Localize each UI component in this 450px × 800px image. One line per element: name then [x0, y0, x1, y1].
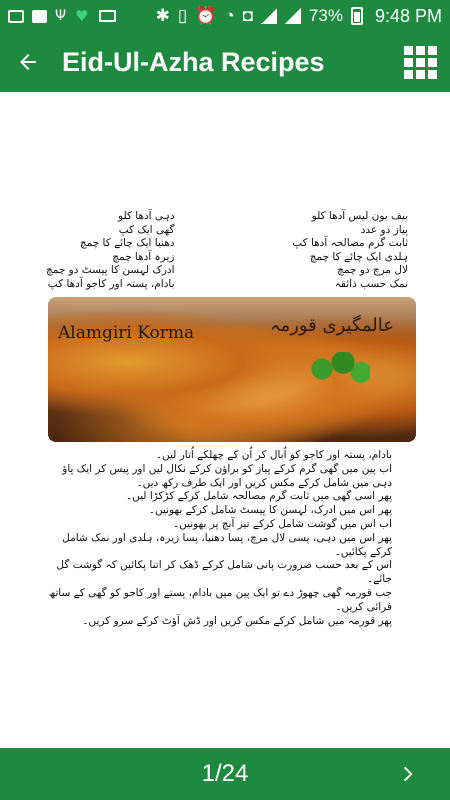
gallery-icon: [32, 10, 47, 23]
method-step: پھر اسی گھی میں ثابت گرم مصالحہ شامل کرکے کڑکڑا لیں۔: [125, 490, 392, 503]
ingredient: بیف بون لیس آدھا کلو: [311, 210, 408, 222]
app-bar: [0, 32, 450, 92]
pager-bar: [0, 748, 450, 800]
ingredient: گھی ایک کپ: [118, 223, 175, 236]
grid-icon: [404, 46, 437, 79]
cooking-method: [34, 449, 418, 628]
ingredient: ادرک لہسن کا پیسٹ دو چمچ: [46, 264, 175, 276]
status-bar: [0, 0, 450, 32]
battery-percent: 73%: [308, 6, 343, 25]
vibrate-icon: ▯: [177, 6, 188, 25]
dish-name-english: Alamgiri Korma: [58, 323, 195, 343]
ingredient: زیرہ آدھا چمچ: [112, 250, 175, 263]
system-icons: [156, 6, 442, 27]
method-step: اب اس میں گوشت شامل کرکے تیز آنچ پر بھونیں۔: [172, 517, 392, 530]
mail-icon: [99, 10, 116, 22]
next-page-button[interactable]: [394, 761, 420, 787]
image-icon: [8, 10, 24, 23]
chevron-right-icon: [396, 763, 418, 785]
alarm-icon: ⏰: [195, 6, 217, 25]
method-step: اب پین میں گھی گرم کرکے پیاز کو براؤن کرکے نکال لیں اور پیس کر ایک پاؤ دہی میں شامل کرکے مکس کریں اور ایک طرف رکھ دیں۔: [62, 462, 392, 489]
method-step: پھر اس میں ادرک، لہسن کا پیسٹ شامل کرکے بھونیں۔: [148, 504, 392, 517]
bluetooth-icon: ✱: [155, 6, 170, 25]
method-step: جب قورمہ گھی چھوڑ دے تو ایک پین میں بادام، پستے اور کاجو کو گھی کے ساتھ فرائی کریں۔: [48, 586, 392, 613]
method-step: پھر اس میں دہی، پسی لال مرچ، پسا دھنیا، پسا زیرہ، ہلدی اور نمک شامل کرکے پکائیں۔: [62, 531, 392, 558]
clock: 9:48 PM: [374, 5, 442, 26]
ingredient: لال مرچ دو چمچ: [337, 264, 408, 276]
usb-icon: Ψ: [55, 8, 67, 24]
coriander-garnish: [310, 352, 370, 386]
battery-icon: [351, 7, 363, 25]
signal-icon: [261, 8, 277, 24]
notification-icons: [8, 9, 116, 23]
ingredients-list: [34, 210, 418, 291]
ingredient: پیاز دو عدد: [360, 223, 408, 236]
dish-photo: [48, 297, 416, 442]
dish-name-urdu: عالمگیری قورمہ: [269, 315, 394, 336]
recipe-page: [34, 210, 418, 628]
wifi-icon: ◔: [224, 6, 235, 25]
back-button[interactable]: [0, 32, 56, 92]
ingredients-column-left: [46, 210, 175, 291]
ingredient: دھنیا ایک چائے کا چمچ: [79, 237, 175, 249]
ingredient: دہی آدھا کلو: [118, 210, 175, 222]
page-counter: 1/24: [201, 760, 249, 787]
data-saver-icon: ◘: [242, 6, 253, 25]
method-step: بادام، پستہ اور کاجو کو اُبال کر اُن کے چھلکے اُتار لیں۔: [155, 449, 392, 461]
ingredients-column-right: [292, 210, 408, 291]
heart-icon: ♥: [75, 7, 89, 25]
method-step: اس کے بعد حسب ضرورت پانی شامل کرکے ڈھک کر اتنا پکائیں کہ گوشت گل جائے۔: [56, 559, 392, 586]
grid-menu-button[interactable]: [390, 32, 450, 92]
ingredient: ثابت گرم مصالحہ آدھا کپ: [292, 237, 408, 249]
app-title: Eid-Ul-Azha Recipes: [62, 46, 325, 77]
recipe-content[interactable]: [0, 92, 450, 748]
ingredient: نمک حسب ذائقہ: [334, 277, 408, 290]
ingredient: ہلدی ایک چائے کا چمچ: [309, 250, 408, 263]
signal-icon-2: [285, 8, 301, 24]
method-step: پھر قورمہ میں شامل کرکے مکس کریں اور ڈش آؤٹ کرکے سرو کریں۔: [82, 614, 392, 627]
ingredient: بادام، پستہ اور کاجو آدھا کپ: [47, 277, 175, 290]
arrow-left-icon: [16, 50, 40, 74]
